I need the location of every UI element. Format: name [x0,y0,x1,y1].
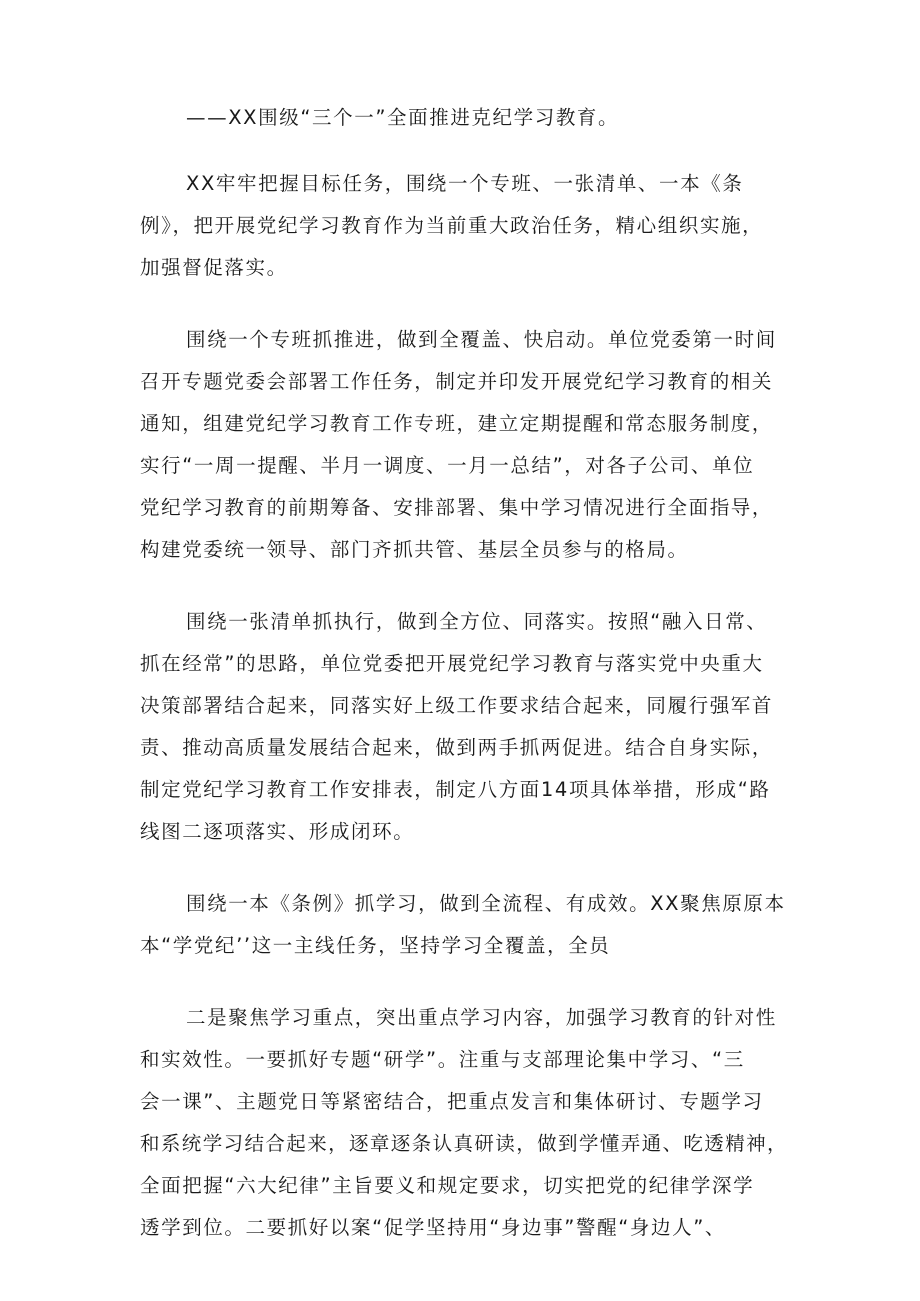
paragraph-3-line-6: 线图二逐项落实、形成闭环。 [140,820,415,843]
paragraph-2-line-1: 围绕一个专班抓推进，做到全覆盖、快启动。单位党委第一时间 [186,328,777,351]
paragraph-4-line-2: 本“学党纪’’这一主线任务，坚持学习全覆盖，全员 [140,934,611,957]
paragraph-4-line-1: 围绕一本《条例》抓学习，做到全流程、有成效。XX聚焦原原本 [186,892,786,915]
paragraph-1-line-2: 例》，把开展党纪学习教育作为当前重大政治任务，精心组织实施， [140,214,764,237]
paragraph-2-line-5: 党纪学习教育的前期筹备、安排部署、集中学习情况进行全面指导， [140,496,774,519]
paragraph-5-line-2: 和实效性。一要抓好专题“研学”。注重与支部理论集中学习、“三 [140,1048,745,1071]
paragraph-5-line-4: 和系统学习结合起来，逐章逐条认真研读，做到学懂弄通、吃透精神， [140,1132,788,1155]
paragraph-1-line-1: XX牢牢把握目标任务，围绕一个专班、一张清单、一本《条 [186,172,744,195]
paragraph-5-line-6: 透学到位。二要抓好以案“促学坚持用“身边事”警醒“身边人”、 [140,1216,727,1239]
paragraph-2-line-2: 召开专题党委会部署工作任务，制定并印发开展党纪学习教育的相关 [140,370,774,393]
paragraph-2-line-3: 通知，组建党纪学习教育工作专班，建立定期提醒和常态服务制度， [140,412,774,435]
paragraph-3-line-2: 抓在经常”的思路，单位党委把开展党纪学习教育与落实党中央重大 [140,652,764,675]
paragraph-1-line-3: 加强督促落实。 [140,256,288,279]
paragraph-2-line-6: 构建党委统一领导、部门齐抓共管、基层全员参与的格局。 [140,538,689,561]
paragraph-2-line-4: 实行“一周一提醒、半月一调度、一月一总结”，对各子公司、单位 [140,454,755,477]
paragraph-5-line-1: 二是聚焦学习重点，突出重点学习内容，加强学习教育的针对性 [186,1006,777,1029]
paragraph-3-line-3: 决策部署结合起来，同落实好上级工作要求结合起来，同履行强军首 [140,694,774,717]
paragraph-3-line-4: 责、推动高质量发展结合起来，做到两手抓两促进。结合自身实际， [140,736,774,759]
paragraph-5-line-3: 会一课”、主题党日等紧密结合，把重点发言和集体研讨、专题学习 [140,1090,764,1113]
paragraph-3-line-5: 制定党纪学习教育工作安排表，制定八方面14项具体举措，形成“路 [140,778,771,801]
document-subtitle: ——XX围级“三个一”全面推进克纪学习教育。 [186,106,620,129]
paragraph-3-line-1: 围绕一张清单抓执行，做到全方位、同落实。按照“融入日常、 [186,610,768,633]
paragraph-5-line-5: 全面把握“六大纪律”主旨要义和规定要求，切实把党的纪律学深学 [140,1174,755,1197]
